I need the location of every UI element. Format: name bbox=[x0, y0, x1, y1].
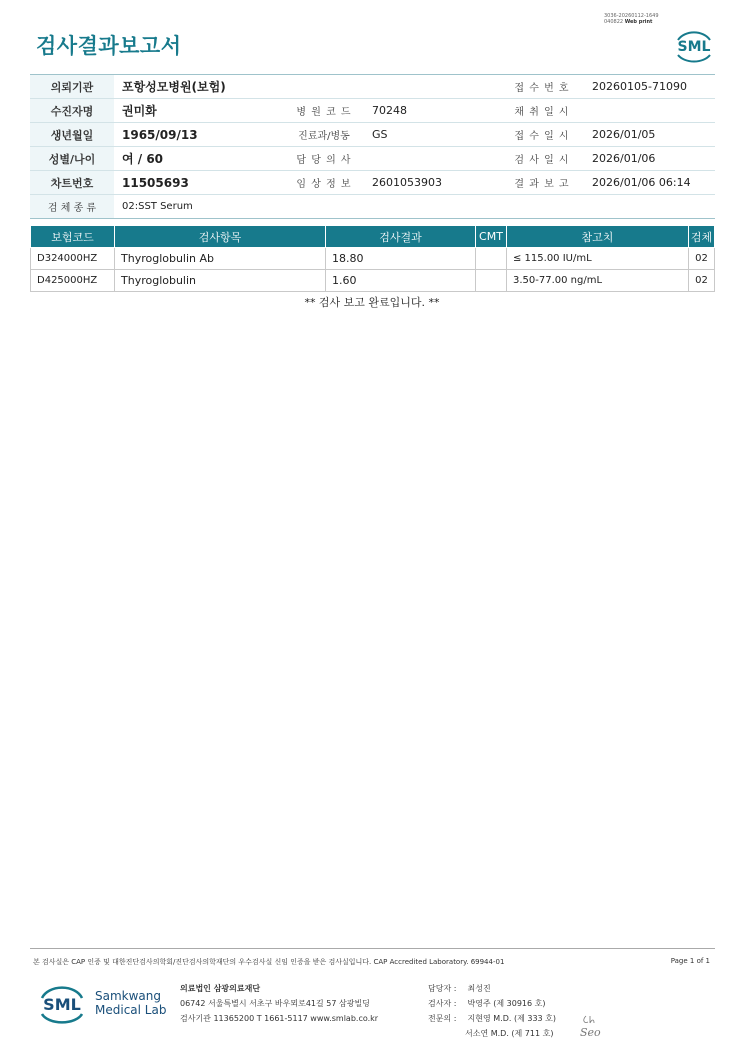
info-value: 70248 bbox=[364, 99, 500, 123]
info-value: GS bbox=[364, 123, 500, 147]
reference-range: 3.50-77.00 ng/mL bbox=[507, 270, 689, 292]
patient-info-table bbox=[30, 74, 715, 219]
specimen-value: 02:SST Serum bbox=[114, 195, 715, 219]
table-row bbox=[31, 270, 715, 292]
signature-icon bbox=[578, 1010, 610, 1040]
info-row bbox=[30, 195, 715, 219]
column-header: 참고치 bbox=[507, 226, 689, 248]
certification-text: 본 검사실은 CAP 인증 및 대한진단검사의학회/진단검사의학재단의 우수검사실 신임 인증을 받은 검사실입니다. CAP Accredited Laboratory. 69944-01 bbox=[33, 958, 505, 966]
info-value bbox=[364, 147, 500, 171]
brand-name bbox=[95, 989, 166, 1017]
sml-logo-text: SML bbox=[677, 39, 711, 55]
info-label: 접 수 번 호 bbox=[500, 75, 584, 99]
info-label: 의뢰기관 bbox=[30, 75, 114, 99]
footer-divider bbox=[30, 948, 715, 949]
results-header-row bbox=[31, 226, 715, 248]
info-label: 성별/나이 bbox=[30, 147, 114, 171]
test-item: Thyroglobulin Ab bbox=[115, 248, 326, 270]
info-row bbox=[30, 147, 715, 171]
print-info bbox=[604, 13, 659, 25]
page-title: 검사결과보고서 bbox=[36, 34, 182, 58]
info-value: 1965/09/13 bbox=[114, 123, 284, 147]
info-value: 2601053903 bbox=[364, 171, 500, 195]
print-mode: Web print bbox=[624, 19, 653, 25]
test-cmt bbox=[476, 270, 507, 292]
info-label: 결 과 보 고 bbox=[500, 171, 584, 195]
reference-range: ≤ 115.00 IU/mL bbox=[507, 248, 689, 270]
info-label: 진료과/병동 bbox=[284, 123, 364, 147]
info-label: 차트번호 bbox=[30, 171, 114, 195]
info-label: 임 상 정 보 bbox=[284, 171, 364, 195]
info-row bbox=[30, 123, 715, 147]
test-cmt bbox=[476, 248, 507, 270]
info-value: 2026/01/06 bbox=[584, 147, 715, 171]
brand-line: Samkwang bbox=[95, 989, 161, 1003]
info-label: 검 사 일 시 bbox=[500, 147, 584, 171]
info-value bbox=[584, 99, 715, 123]
brand-line: Medical Lab bbox=[95, 1003, 167, 1017]
table-row bbox=[31, 248, 715, 270]
print-code: 040822 bbox=[604, 19, 624, 25]
test-item: Thyroglobulin bbox=[115, 270, 326, 292]
info-label: 담 당 의 사 bbox=[284, 147, 364, 171]
column-header: CMT bbox=[476, 226, 507, 248]
sml-logo-icon bbox=[672, 26, 716, 66]
specimen-code: 02 bbox=[689, 270, 715, 292]
specialist-label: 전문의 : bbox=[428, 1014, 457, 1023]
info-label: 수진자명 bbox=[30, 99, 114, 123]
info-value: 2026/01/06 06:14 bbox=[584, 171, 715, 195]
specialist-name: 지현영 M.D. (제 333 호) bbox=[467, 1014, 557, 1023]
info-value: 여 / 60 bbox=[114, 147, 284, 171]
manager-label: 담당자 : bbox=[428, 984, 457, 993]
sml-logo-text: SML bbox=[43, 995, 81, 1014]
manager-name: 최성진 bbox=[467, 984, 491, 993]
column-header: 검사결과 bbox=[326, 226, 476, 248]
info-value: 포항성모병원(보험) bbox=[114, 75, 500, 99]
report-complete-note: ** 검사 보고 완료입니다. ** bbox=[304, 296, 440, 309]
info-value: 권미화 bbox=[114, 99, 284, 123]
signature-text: Seo bbox=[580, 1026, 601, 1039]
insurance-code: D425000HZ bbox=[31, 270, 115, 292]
org-contact: 검사기관 11365200 T 1661-5117 www.smlab.co.kr bbox=[180, 1014, 379, 1023]
specimen-label: 검 체 종 류 bbox=[30, 195, 114, 219]
info-value: 20260105-71090 bbox=[584, 75, 715, 99]
specimen-code: 02 bbox=[689, 248, 715, 270]
column-header: 보험코드 bbox=[31, 226, 115, 248]
sml-logo-icon bbox=[36, 982, 88, 1026]
page-number: Page 1 of 1 bbox=[670, 957, 710, 965]
results-table bbox=[30, 225, 715, 292]
insurance-code: D324000HZ bbox=[31, 248, 115, 270]
info-label: 병 원 코 드 bbox=[284, 99, 364, 123]
organization-info bbox=[180, 981, 378, 1026]
info-value: 11505693 bbox=[114, 171, 284, 195]
org-name: 의료법인 삼광의료재단 bbox=[180, 984, 261, 993]
specialist-name: 서소연 M.D. (제 711 호) bbox=[465, 1029, 554, 1038]
test-result: 18.80 bbox=[326, 248, 476, 270]
test-result: 1.60 bbox=[326, 270, 476, 292]
info-value: 2026/01/05 bbox=[584, 123, 715, 147]
info-row bbox=[30, 99, 715, 123]
info-row bbox=[30, 75, 715, 99]
info-label: 생년월일 bbox=[30, 123, 114, 147]
column-header: 검사항목 bbox=[115, 226, 326, 248]
print-id: 3036-20260112-1649 bbox=[604, 13, 659, 19]
staff-info bbox=[428, 981, 556, 1041]
tester-label: 검사자 : bbox=[428, 999, 457, 1008]
tester-name: 박영주 (제 30916 호) bbox=[467, 999, 546, 1008]
column-header: 검체 bbox=[689, 226, 715, 248]
info-row bbox=[30, 171, 715, 195]
org-address: 06742 서울특별시 서초구 바우뫼로41길 57 삼광빌딩 bbox=[180, 999, 370, 1008]
info-label: 접 수 일 시 bbox=[500, 123, 584, 147]
info-label: 채 취 일 시 bbox=[500, 99, 584, 123]
